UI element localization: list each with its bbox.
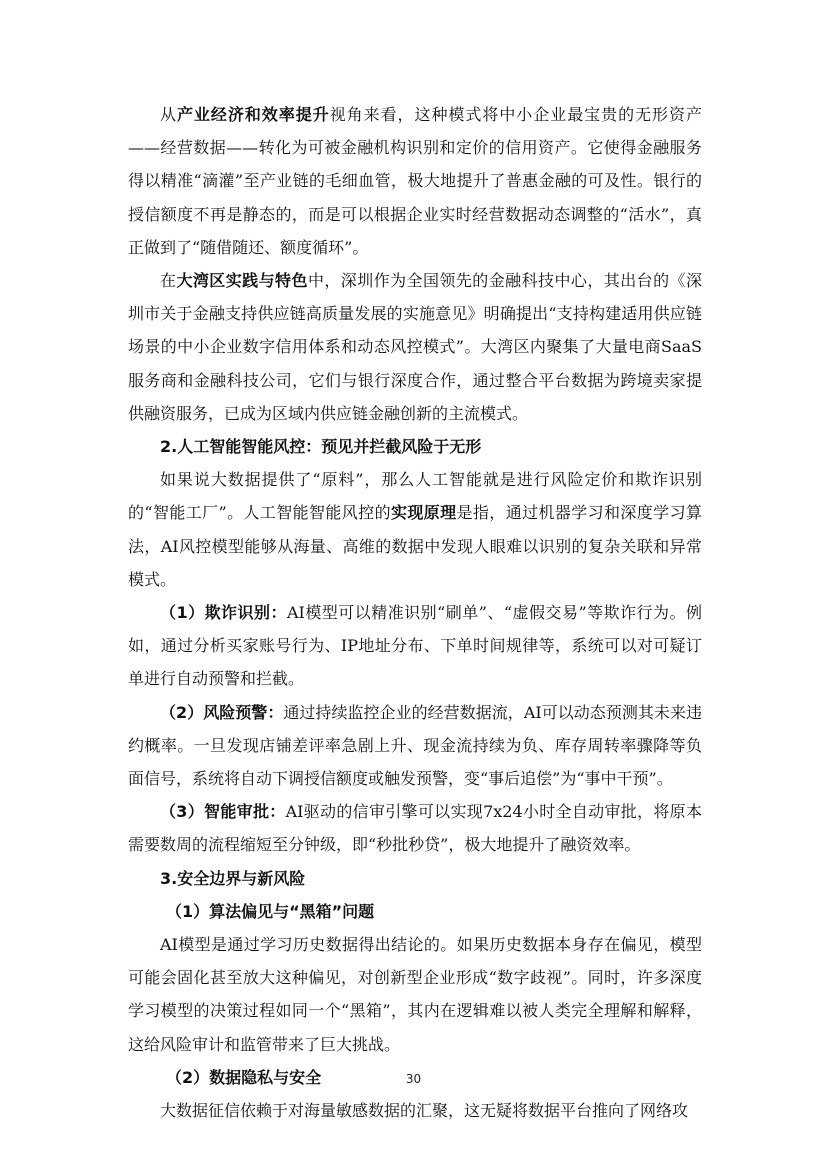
item3-text: AI驱动的信审引擎可以实现7x24小时全自动审批，将原本需要数周的流程缩短至分钟级，即“秒批秒贷”，极大地提升了融资效率。	[128, 802, 702, 855]
item3-label: （3）智能审批：	[160, 802, 286, 822]
p3-text: 如果说大数据提供了“原料”，那么人工智能就是进行风险定价和欺诈识别的“智能工厂”。	[128, 470, 702, 523]
page-content	[128, 98, 702, 1127]
paragraph-greater-bay-area	[128, 264, 702, 430]
subheading-algorithm-bias: （1）算法偏见与“黑箱”问题	[166, 901, 375, 921]
p1-pre: 从	[160, 105, 177, 124]
p2-post: 中，深圳作为全国领先的金融科技中心，其出台的《深圳市关于金融支持供应链高质量发展的实施意见》明确提出“支持构建适用供应链场景的中小企业数字信用体系和动态风控模式”。大湾区内聚集了大量电商SaaS服务商和金融科技公司，它们与银行深度合作，通过整合平台数据为跨境卖家提供融资服务，已成为区域内供应链金融创新的主流模式。	[128, 271, 702, 423]
p3b-bold: 实现原理	[390, 503, 457, 523]
p3b-post: 是指，通过机器学习和深度学习算法，AI风控模型能够从海量、高维的数据中发现人眼难以识别的复杂关联和异常模式。	[128, 503, 702, 589]
heading-security-boundary: 3.安全边界与新风险	[160, 868, 306, 888]
item1-label: （1）欺诈识别：	[160, 603, 287, 623]
p1-bold: 产业经济和效率提升	[176, 105, 330, 124]
p2-bold: 大湾区实践与特色	[176, 271, 308, 291]
p3b-pre: 人工智能智能风控的	[243, 503, 391, 523]
heading-ai-risk-control: 2.人工智能智能风控：预见并拦截风险于无形	[160, 437, 482, 457]
subheading-data-privacy: （2）数据隐私与安全	[166, 1067, 322, 1087]
list-item-smart-approval	[128, 795, 702, 861]
list-item-risk-warning	[128, 696, 702, 796]
list-item-fraud-detection	[128, 596, 702, 696]
p1-post: 视角来看，这种模式将中小企业最宝贵的无形资产——经营数据——转化为可被金融机构识别和定价的信用资产。它使得金融服务得以精准“滴灌”至产业链的毛细血管，极大地提升了普惠金融的可及性。银行的授信额度不再是静态的，而是可以根据企业实时经营数据动态调整的“活水”，真正做到了“随借随还、额度循环”。	[128, 105, 702, 257]
item1-text: AI模型可以精准识别“刷单”、“虚假交易”等欺诈行为。例如，通过分析买家账号行为、IP地址分布、下单时间规律等，系统可以对可疑订单进行自动预警和拦截。	[128, 603, 702, 689]
paragraph-ai-intro	[128, 463, 702, 596]
page-number: 30	[405, 1072, 422, 1086]
paragraph-data-privacy: 大数据征信依赖于对海量敏感数据的汇聚，这无疑将数据平台推向了网络攻	[160, 1101, 689, 1121]
item2-label: （2）风险预警：	[160, 702, 284, 722]
item2-text: 通过持续监控企业的经营数据流，AI可以动态预测其未来违约概率。一旦发现店铺差评率急剧上升、现金流持续为负、库存周转率骤降等负面信号，系统将自动下调授信额度或触发预警，变“事后追偿”为“事中干预”。	[128, 702, 702, 789]
paragraph-industrial-economy	[128, 98, 702, 264]
paragraph-algorithm-bias: AI模型是通过学习历史数据得出结论的。如果历史数据本身存在偏见，模型可能会固化甚至放大这种偏见，对创新型企业形成“数字歧视”。同时，许多深度学习模型的决策过程如同一个“黑箱”，其内在逻辑难以被人类完全理解和解释，这给风险审计和监管带来了巨大挑战。	[128, 935, 702, 1054]
p2-pre: 在	[160, 271, 177, 291]
